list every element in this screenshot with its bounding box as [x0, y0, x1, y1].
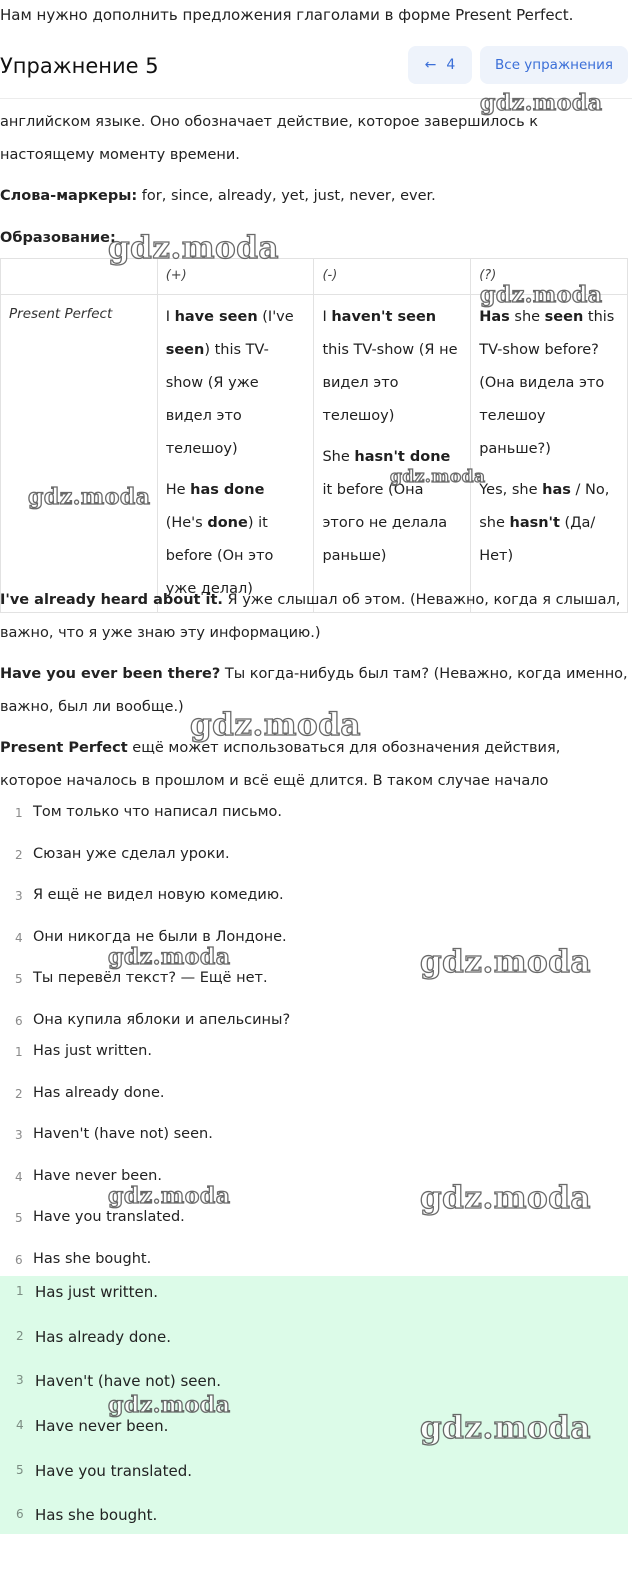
page-title: Упражнение 5 — [0, 54, 159, 78]
watermark: gdz.moda — [190, 707, 361, 743]
affirmative-example-2: He has done (He's done) it before (Он это уже делал) — [165, 482, 274, 597]
markers-line — [0, 188, 436, 204]
list-item: 6 Has she bought. — [15, 1250, 152, 1267]
previous-exercise-button[interactable] — [408, 46, 472, 84]
list-item: 5 Have you translated. — [15, 1209, 185, 1225]
table-row — [1, 295, 628, 613]
list-item: 6 Has she bought. — [16, 1506, 158, 1525]
list-item: 1 Has just written. — [16, 1283, 159, 1301]
list-item: 4 Они никогда не были в Лондоне. — [15, 928, 287, 945]
theory-line: настоящему моменту времени. — [0, 147, 240, 163]
watermark: gdz.moda — [480, 90, 603, 116]
exercise-header — [0, 44, 632, 90]
list-item: 5 Ты перевёл текст? — Ещё нет. — [15, 970, 268, 986]
list-item: 3 Haven't (have not) seen. — [15, 1126, 213, 1142]
list-item: 2 Сюзан уже сделал уроки. — [15, 845, 230, 862]
negative-cell — [314, 295, 471, 613]
watermark: gdz.moda — [108, 944, 231, 970]
list-item: 1 Том только что написал письмо. — [15, 804, 282, 820]
markers-label: Слова-маркеры: — [0, 188, 138, 204]
watermark: gdz.moda — [108, 1392, 231, 1418]
example-line: Have you ever been there? Ты когда-нибудь был там? (Неважно, когда именно, — [0, 666, 628, 682]
formation-label: Образование: — [0, 230, 116, 246]
watermark: gdz.moda — [28, 484, 151, 510]
list-item: 6 Она купила яблоки и апельсины? — [15, 1011, 291, 1028]
previous-exercise-number: 4 — [446, 57, 456, 73]
negative-example-1: I haven't seen this TV-show (Я не видел это телешоу) — [322, 309, 458, 424]
affirmative-cell — [157, 295, 314, 613]
all-exercises-button[interactable]: Все упражнения — [480, 46, 628, 84]
task-description: Нам нужно дополнить предложения глаголами в форме Present Perfect. — [0, 6, 574, 24]
watermark: gdz.moda — [480, 282, 603, 308]
list-item: 5 Have you translated. — [16, 1461, 192, 1480]
watermark: gdz.moda — [420, 1180, 591, 1216]
list-item: 1 Has just written. — [15, 1043, 152, 1059]
question-example-2: Yes, she has / No, she hasn't (Да/Нет) — [479, 482, 610, 564]
answer-highlight-box — [0, 1276, 628, 1534]
table-header-cell: (+) — [157, 259, 314, 295]
watermark: gdz.moda — [390, 467, 486, 487]
list-item: 2 Has already done. — [15, 1084, 165, 1101]
question-example-1: Has she seen this TV-show before? (Она видела это телешоу раньше?) — [479, 309, 615, 457]
example-line: I've already heard about it. Я уже слышал об этом. (Неважно, когда я слышал, — [0, 592, 621, 608]
task-list — [0, 806, 632, 1055]
watermark: gdz.moda — [420, 1410, 591, 1446]
list-item: 2 Has already done. — [16, 1327, 172, 1346]
list-item: 4 Have never been. — [16, 1417, 169, 1436]
example-line: Present Perfect ещё может использоваться для обозначения действия, — [0, 740, 561, 756]
example-line: важно, был ли вообще.) — [0, 699, 184, 715]
answer-list — [0, 1045, 632, 1294]
negative-example-2: She hasn't done it before (Она этого не делала раньше) — [322, 449, 451, 564]
markers-text: for, since, already, yet, just, never, ever. — [137, 188, 436, 204]
table-row-label: Present Perfect — [1, 295, 158, 613]
list-item: 3 Haven't (have not) seen. — [16, 1372, 222, 1391]
example-line: которое началось в прошлом и всё ещё длится. В таком случае начало — [0, 773, 549, 789]
question-cell — [471, 295, 628, 613]
table-header-cell: (-) — [314, 259, 471, 295]
watermark: gdz.moda — [108, 230, 279, 266]
theory-line: английском языке. Оно обозначает действие, которое завершилось к — [0, 114, 539, 130]
present-perfect-table — [0, 258, 628, 613]
list-item: 3 Я ещё не видел новую комедию. — [15, 887, 284, 903]
list-item: 4 Have never been. — [15, 1167, 162, 1184]
affirmative-example-1: I have seen (I've seen) this TV-show (Я уже видел это телешоу) — [165, 309, 294, 457]
watermark: gdz.moda — [420, 944, 591, 980]
watermark: gdz.moda — [108, 1183, 231, 1209]
example-line: важно, что я уже знаю эту информацию.) — [0, 625, 321, 641]
table-header-cell: (?) — [471, 259, 628, 295]
arrow-left-icon: ← — [424, 57, 437, 73]
